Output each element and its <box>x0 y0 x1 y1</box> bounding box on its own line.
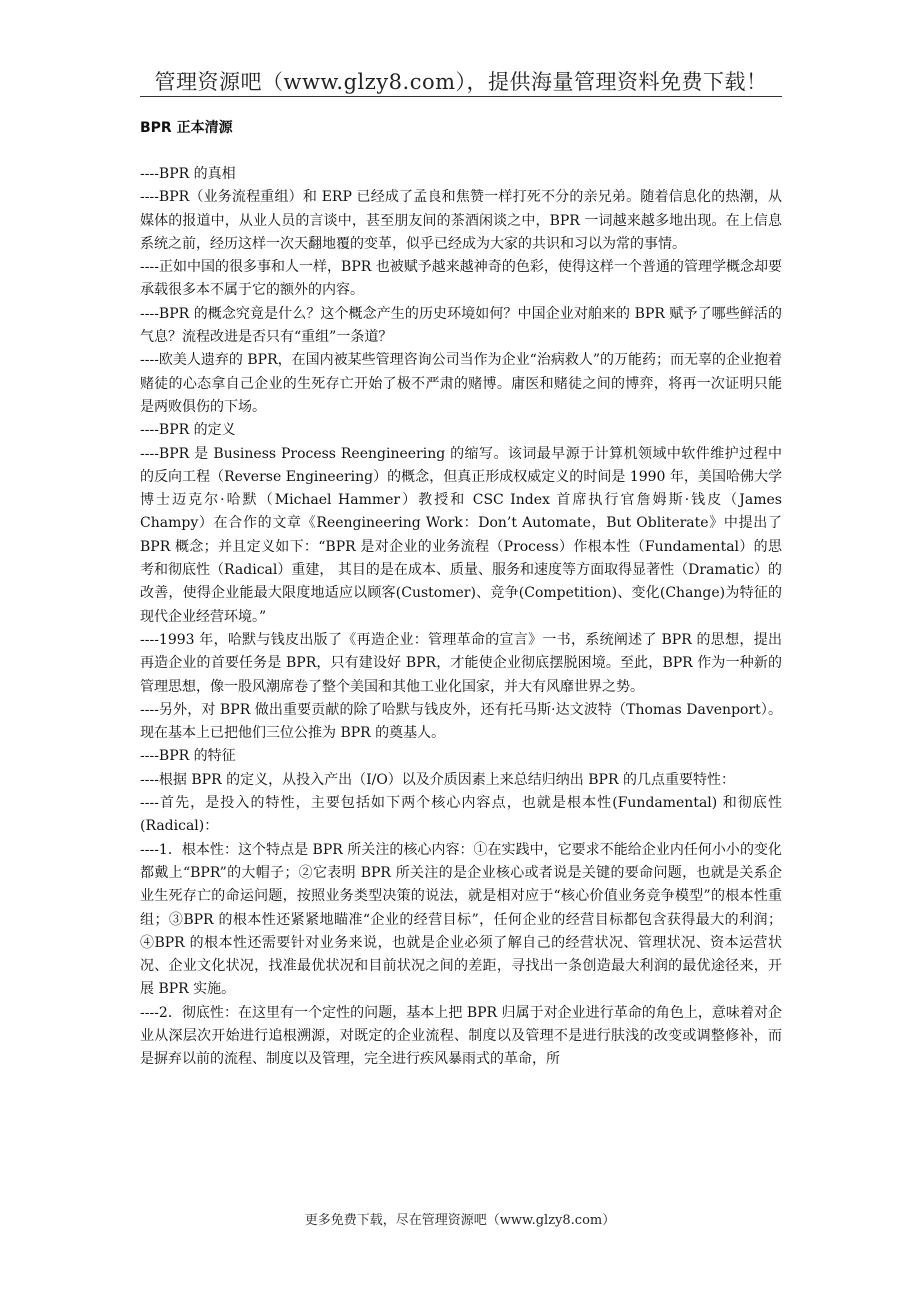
paragraph: ----欧美人遗弃的 BPR，在国内被某些管理咨询公司当作为企业“治病救人”的万能药；而无辜的企业抱着赌徒的心态拿自己企业的生死存亡开始了极不严肃的赌博。庸医和赌徒之间的博弈，将再一次证明只能是两败俱伤的下场。 <box>140 352 782 415</box>
paragraph: ----BPR 的概念究竟是什么？这个概念产生的历史环境如何？中国企业对舶来的 BPR 赋予了哪些鲜活的气息？流程改进是否只有“重组”一条道？ <box>140 305 782 346</box>
paragraph: ----BPR（业务流程重组）和 ERP 已经成了孟良和焦赞一样打死不分的亲兄弟。随着信息化的热潮，从媒体的报道中，从业人员的言谈中，甚至朋友间的茶酒闲谈之中，BPR 一词越来越多地出现。在上信息系统之前，经历这样一次天翻地覆的变革，似乎已经成为大家的共识和习以为常的事情。 <box>140 189 782 252</box>
paragraph: ----正如中国的很多事和人一样，BPR 也被赋予越来越神奇的色彩，使得这样一个普通的管理学概念却要承载很多本不属于它的额外的内容。 <box>140 259 782 299</box>
paragraph: ----首先，是投入的特性，主要包括如下两个核心内容点，也就是根本性(Fundamental) 和彻底性 (Radical)： <box>140 795 782 835</box>
section-heading: ----BPR 的特征 <box>140 748 236 765</box>
section-heading: ----BPR 的定义 <box>140 422 236 439</box>
paragraph: ----BPR 的真相 <box>140 166 236 182</box>
document-title: BPR 正本清源 <box>140 120 233 136</box>
header-banner: 管理资源吧（www.glzy8.com），提供海量管理资料免费下载！ <box>154 70 768 94</box>
paragraph: ----1993 年，哈默与钱皮出版了《再造企业：管理革命的宣言》一书，系统阐述了 BPR 的思想，提出再造企业的首要任务是 BPR，只有建设好 BPR，才能使企业彻底摆脱困境。至此，BPR 作为一种新的管理思想，像一股风潮席卷了整个美国和其他工业化国家，并大有风靡世界之势。 <box>140 631 782 695</box>
header-divider <box>140 96 782 97</box>
paragraph: ----BPR 是 Business Process Reengineering 的缩写。该词最早源于计算机领域中软件维护过程中的反向工程（Reverse Engineering）的概念，但真正形成权威定义的时间是 1990 年，美国哈佛大学博士迈克尔·哈默（Michael Hammer）教授和 CSC Index 首席执行官詹姆斯·钱皮（James Champy）在合作的文章《Reengineering Work：Don’t Automate，But Obliterate》中提出了 BPR 概念；并且定义如下：“BPR 是对企业的业务流程（Process）作根本性（Fundamental）的思考和彻底性（Radical）重建， 其目的是在成本、质量、服务和速度等方面取得显著性（Dramatic）的改善，使得企业能最大限度地适应以顾客(Customer)、竞争(Competition)、变化(Change)为特征的现代企业经营环境。” <box>140 445 782 625</box>
paragraph: ----2．彻底性：在这里有一个定性的问题，基本上把 BPR 归属于对企业进行革命的角色上，意味着对企业从深层次开始进行追根溯源，对既定的企业流程、制度以及管理不是进行肤浅的改变或调整修补，而是摒弃以前的流程、制度以及管理，完全进行疾风暴雨式的革命，所 <box>140 1004 782 1068</box>
document-body <box>140 163 782 1072</box>
footer-text: 更多免费下载，尽在管理资源吧（www.glzy8.com） <box>304 1213 616 1228</box>
paragraph: ----另外，对 BPR 做出重要贡献的除了哈默与钱皮外，还有托马斯·达文波特（Thomas Davenport）。现在基本上已把他们三位公推为 BPR 的奠基人。 <box>140 701 782 742</box>
paragraph: ----根据 BPR 的定义，从投入产出（I/O）以及介质因素上来总结归纳出 BPR 的几点重要特性： <box>140 771 735 788</box>
paragraph: ----1．根本性：这个特点是 BPR 所关注的核心内容：①在实践中，它要求不能给企业内任何小小的变化都戴上“BPR”的大帽子；②它表明 BPR 所关注的是企业核心或者说是关键的要命问题，也就是关系企业生死存亡的命运问题，按照业务类型决策的说法，就是相对应于“核心价值业务竞争模型”的根本性重组；③BPR 的根本性还紧紧地瞄准“企业的经营目标”，任何企业的经营目标都包含获得最大的利润；④BPR 的根本性还需要针对业务来说，也就是企业必须了解自己的经营状况、管理状况、资本运营状况、企业文化状况，找准最优状况和目前状况之间的差距，寻找出一条创造最大利润的最优途径来，开展 BPR 实施。 <box>140 841 782 998</box>
